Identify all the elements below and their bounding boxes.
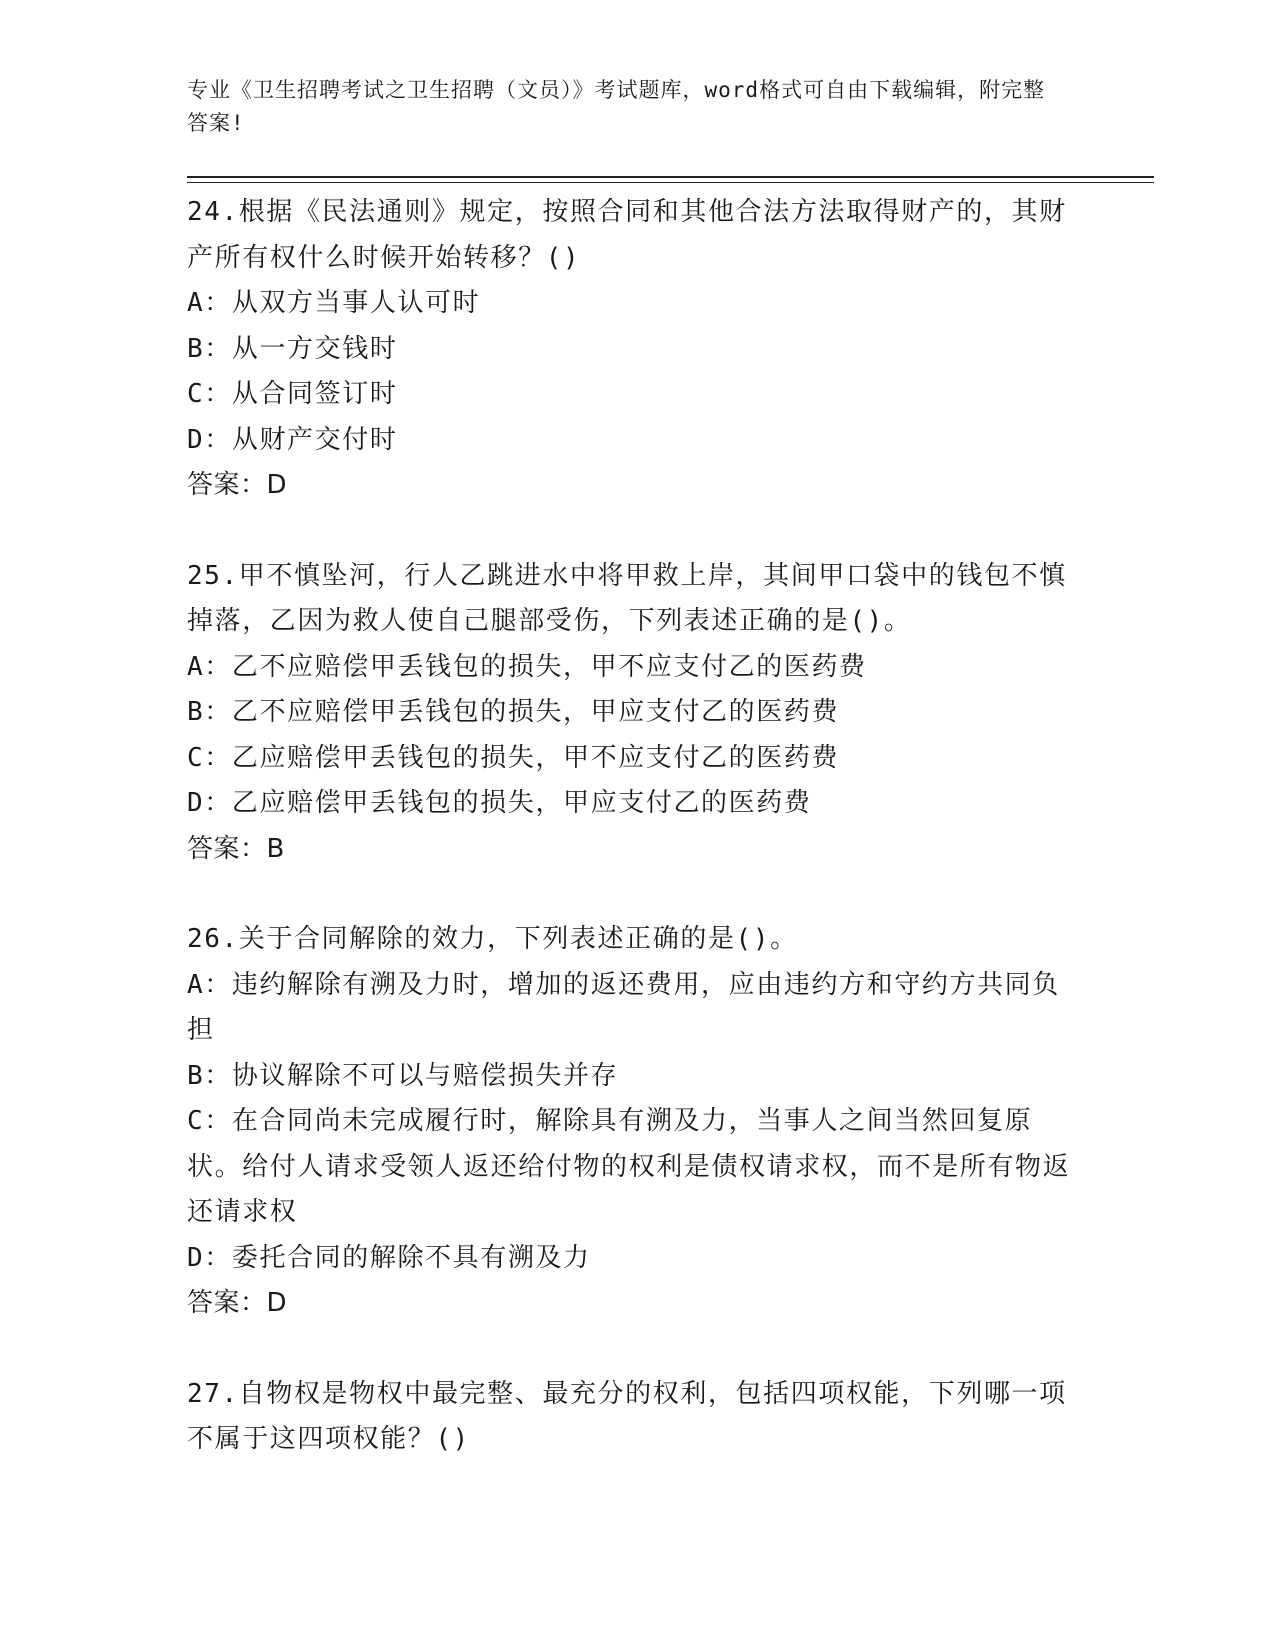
- option-a: A：乙不应赔偿甲丢钱包的损失，甲不应支付乙的医药费: [187, 651, 867, 682]
- header-rule-thin: [187, 182, 1154, 183]
- answer: 答案：D: [187, 1288, 288, 1318]
- question-27: [187, 1372, 1087, 1463]
- option-d: D：乙应赔偿甲丢钱包的损失，甲应支付乙的医药费: [187, 788, 812, 818]
- answer: 答案：B: [187, 833, 285, 864]
- question-stem: 24.根据《民法通则》规定，按照合同和其他合法方法取得财产的，其财产所有权什么时候开始转移？(): [187, 197, 1067, 273]
- option-d: D：委托合同的解除不具有溯及力: [187, 1242, 591, 1273]
- option-c: C：乙应赔偿甲丢钱包的损失，甲不应支付乙的医药费: [187, 742, 840, 773]
- question-list: [187, 190, 1087, 1463]
- option-d: D：从财产交付时: [187, 424, 398, 455]
- question-stem: 25.甲不慎坠河，行人乙跳进水中将甲救上岸，其间甲口袋中的钱包不慎掉落，乙因为救人使自己腿部受伤，下列表述正确的是()。: [187, 560, 1067, 636]
- option-c: C：在合同尚未完成履行时，解除具有溯及力，当事人之间当然回复原状。给付人请求受领人返还给付物的权利是债权请求权，而不是所有物返还请求权: [187, 1106, 1071, 1227]
- option-c: C：从合同签订时: [187, 379, 398, 409]
- answer: 答案：D: [187, 470, 288, 500]
- question-24: [187, 190, 1087, 509]
- option-b: B：乙不应赔偿甲丢钱包的损失，甲应支付乙的医药费: [187, 697, 840, 727]
- question-25: [187, 554, 1087, 873]
- question-stem: 27.自物权是物权中最完整、最充分的权利，包括四项权能，下列哪一项不属于这四项权能？(): [187, 1378, 1067, 1454]
- document-header: 专业《卫生招聘考试之卫生招聘（文员）》考试题库，word格式可自由下载编辑，附完整答案!: [187, 78, 1046, 135]
- question-26: [187, 917, 1087, 1327]
- option-a: A：从双方当事人认可时: [187, 288, 481, 318]
- option-b: B：协议解除不可以与赔偿损失并存: [187, 1060, 619, 1091]
- option-b: B：从一方交钱时: [187, 333, 398, 364]
- header-rule-thick: [187, 176, 1154, 178]
- question-stem: 26.关于合同解除的效力，下列表述正确的是()。: [187, 924, 798, 954]
- option-a: A：违约解除有溯及力时，增加的返还费用，应由违约方和守约方共同负担: [187, 969, 1060, 1045]
